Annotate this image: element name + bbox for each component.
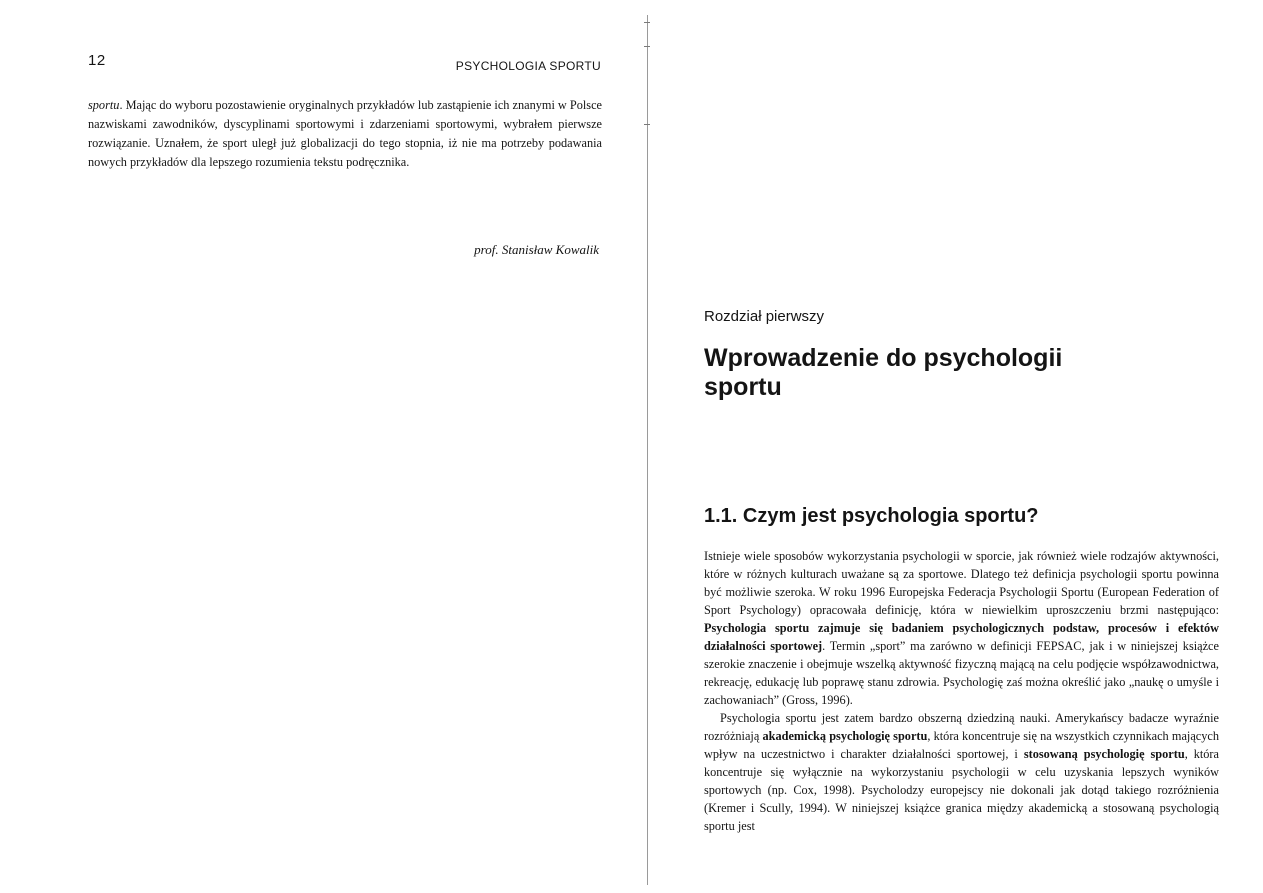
text-run: . Termin „sport” ma zarówno w definicji FEPSAC, jak i w niniejszej książce szerokie znaczenie i obejmuje wszelką aktywność fizyczną mającą na celu podjęcie współzawodnictwa, rekreację, edukację lub poprawę stanu zdrowia. Psychologię zaś można określić jako „naukę o umyśle i zachowaniach” (Gross, 1996). [704, 639, 1219, 707]
section-body [704, 547, 1219, 835]
right-page [650, 0, 1263, 893]
chapter-label: Rozdział pierwszy [704, 308, 825, 325]
text-run: , która koncentruje się wyłącznie na wykorzystaniu psychologii w celu uzyskania lepszych wyników sportowych (np. Cox, 1998). Psycholodzy europejscy nie dokonali jak dotąd takiego rozróżnienia (Kremer i Scully, 1994). W niniejszej książce granica między akademicką a stosowaną psychologią sportu jest [704, 747, 1219, 833]
bold-text-run: stosowaną psychologię sportu [1023, 747, 1185, 761]
running-head: PSYCHOLOGIA SPORTU [455, 59, 601, 73]
section-title: 1.1. Czym jest psychologia sportu? [704, 505, 1039, 527]
preface-closing-text [88, 96, 602, 172]
italic-text-run: sportu [88, 98, 120, 112]
bold-text-run: akademicką psychologię sportu [762, 729, 928, 743]
body-paragraph [704, 547, 1219, 709]
author-signature: prof. Stanisław Kowalik [474, 242, 599, 257]
page-number: 12 [88, 52, 106, 69]
text-run: Psychologia sportu jest zatem bardzo obszerną dziedziną nauki. Amerykańscy badacze wyraźnie rozróżniają [704, 711, 1219, 743]
text-run: Istnieje wiele sposobów wykorzystania psychologii w sporcie, jak również wiele rodzajów aktywności, które w różnych kulturach uważane są za sportowe. Dlatego też definicja psychologii sportu powinna być możliwie szeroka. W roku 1996 Europejska Federacja Psychologii Sportu (European Federation of Sport Psychology) opracowała definicję, która w niewielkim uproszczeniu brzmi następująco: [704, 549, 1219, 617]
text-run: . Mając do wyboru pozostawienie oryginalnych przykładów lub zastąpienie ich znanymi w Polsce nazwiskami zawodników, dyscyplinami sportowymi i zdarzeniami sportowymi, wybrałem pierwsze rozwiązanie. Uznałem, że sport uległ już globalizacji do tego stopnia, iż nie ma potrzeby podawania nowych przykładów dla lepszego rozumienia tekstu podręcznika. [88, 98, 602, 169]
text-run: , która koncentruje się na wszystkich czynnikach mających wpływ na uczestnictwo i charakter działalności sportowej, i [704, 729, 1219, 761]
book-gutter [647, 15, 648, 885]
bold-text-run: Psychologia sportu zajmuje się badaniem psychologicznych podstaw, procesów i efektów działalności sportowej [704, 621, 1219, 653]
chapter-title: Wprowadzenie do psychologii sportu [704, 344, 1063, 401]
body-paragraph [704, 709, 1219, 835]
